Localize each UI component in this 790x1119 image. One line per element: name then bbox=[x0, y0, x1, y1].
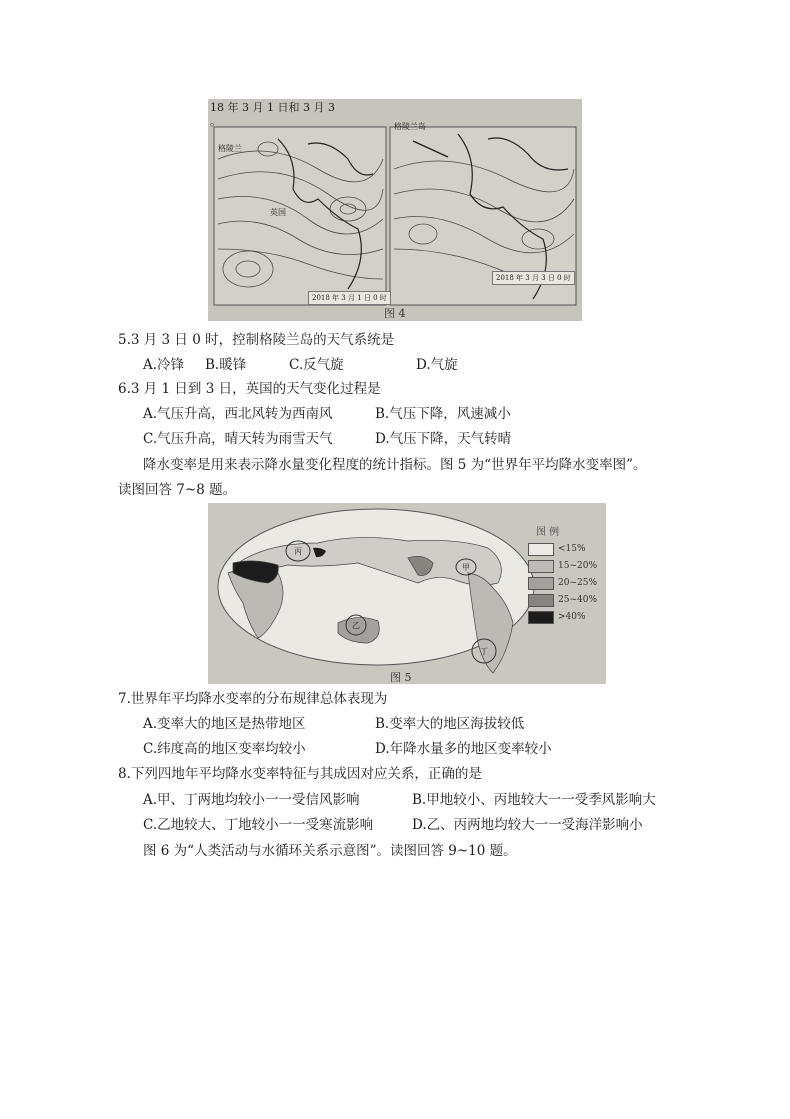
fig4-header-text-2: 。 bbox=[210, 115, 221, 128]
legend-swatch bbox=[528, 611, 554, 624]
fig4-right-label-greenland: 格陵兰岛 bbox=[394, 122, 426, 131]
legend-label: 15~20% bbox=[558, 561, 597, 571]
fig5-legend-title: 图 例 bbox=[536, 527, 560, 538]
fig5-label-jia2: 甲 bbox=[462, 563, 470, 572]
legend-swatch bbox=[528, 560, 554, 573]
legend-label: 25~40% bbox=[558, 595, 597, 605]
q5-stem: 5.3 月 3 日 0 时，控制格陵兰岛的天气系统是 bbox=[118, 332, 395, 348]
q5-option-d: D.气旋 bbox=[416, 357, 458, 373]
q6-option-d: D.气压下降，天气转晴 bbox=[375, 431, 512, 447]
fig5-label-ding: 丁 bbox=[480, 647, 488, 656]
q6-option-c: C.气压升高，晴天转为雨雪天气 bbox=[143, 431, 333, 447]
legend-swatch bbox=[528, 594, 554, 607]
q5-option-c: C.反气旋 bbox=[289, 357, 344, 373]
fig4-left-timestamp: 2018 年 3 月 1 日 0 时 bbox=[308, 291, 391, 305]
fig4-left-label-greenland: 格陵兰 bbox=[218, 144, 242, 153]
q8-option-a: A.甲、丁两地均较小一一受信风影响 bbox=[143, 792, 360, 808]
q7-option-d: D.年降水量多的地区变率较小 bbox=[375, 741, 552, 757]
fig5-caption: 图 5 bbox=[390, 671, 412, 684]
q5-option-a: A.冷锋 bbox=[143, 357, 185, 373]
intro-910-line1: 图 6 为“人类活动与水循环关系示意图”。读图回答 9~10 题。 bbox=[143, 843, 517, 859]
q7-option-b: B.变率大的地区海拔较低 bbox=[375, 716, 525, 732]
q5-option-b: B.暖锋 bbox=[205, 357, 247, 373]
q8-option-c: C.乙地较大、丁地较小一一受寒流影响 bbox=[143, 817, 374, 833]
q7-option-c: C.纬度高的地区变率均较小 bbox=[143, 741, 306, 757]
legend-label: 20~25% bbox=[558, 578, 597, 588]
q6-stem: 6.3 月 1 日到 3 日，英国的天气变化过程是 bbox=[118, 381, 381, 397]
legend-swatch bbox=[528, 543, 554, 556]
figure-4-weather-maps bbox=[208, 99, 582, 321]
weather-map-drawing bbox=[208, 99, 582, 321]
fig4-caption: 图 4 bbox=[384, 307, 406, 320]
q6-option-b: B.气压下降，风速减小 bbox=[375, 406, 511, 422]
fig4-right-timestamp: 2018 年 3 月 3 日 0 时 bbox=[492, 271, 575, 285]
fig5-label-jia: 丙 bbox=[294, 547, 302, 556]
legend-swatch bbox=[528, 577, 554, 590]
q7-option-a: A.变率大的地区是热带地区 bbox=[143, 716, 306, 732]
intro-78-line1: 降水变率是用来表示降水量变化程度的统计指标。图 5 为“世界年平均降水变率图”。 bbox=[143, 457, 647, 473]
figure-5-world-map bbox=[208, 503, 606, 684]
intro-78-line2: 读图回答 7~8 题。 bbox=[118, 482, 237, 498]
q8-option-d: D.乙、丙两地均较大一一受海洋影响小 bbox=[412, 817, 643, 833]
q8-stem: 8.下列四地年平均降水变率特征与其成因对应关系，正确的是 bbox=[118, 766, 482, 782]
legend-label: >40% bbox=[558, 612, 586, 622]
q8-option-b: B.甲地较小、丙地较大一一受季风影响大 bbox=[412, 792, 656, 808]
legend-label: <15% bbox=[558, 544, 586, 554]
fig4-left-label-uk: 英国 bbox=[270, 208, 286, 217]
q6-option-a: A.气压升高，西北风转为西南风 bbox=[143, 406, 333, 422]
fig5-label-yi: 乙 bbox=[352, 621, 360, 630]
fig4-header-text: 18 年 3 月 1 日和 3 月 3 bbox=[210, 101, 335, 114]
q7-stem: 7.世界年平均降水变率的分布规律总体表现为 bbox=[118, 691, 388, 707]
